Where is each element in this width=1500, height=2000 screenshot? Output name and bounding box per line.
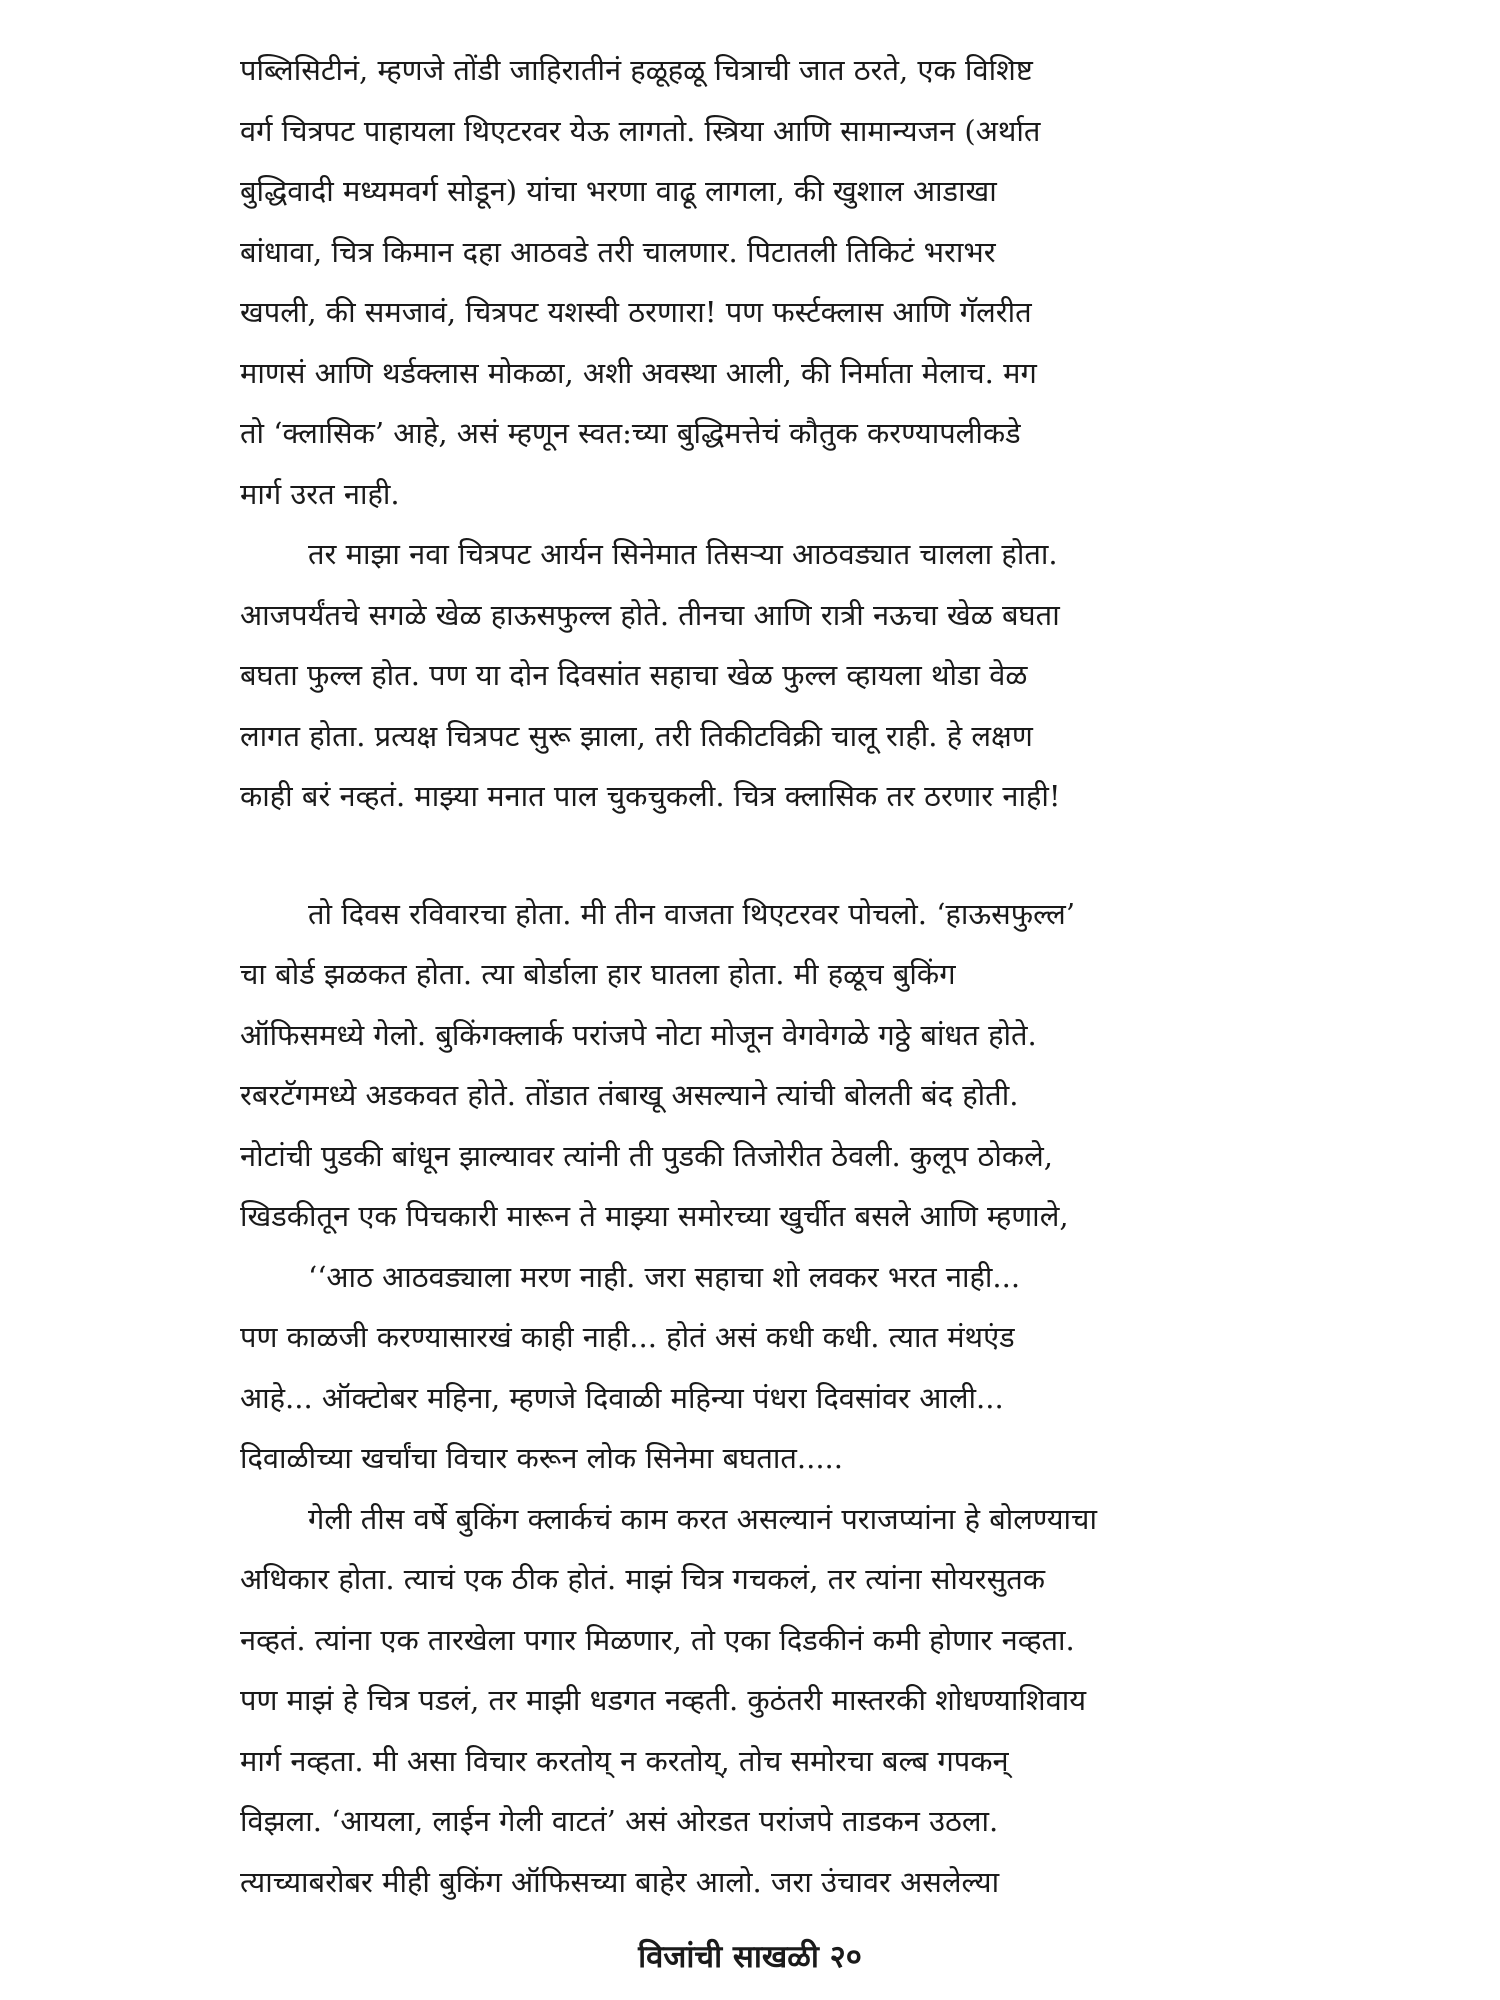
text-line: आजपर्यंतचे सगळे खेळ हाऊसफुल्ल होते. तीनचा आणि रात्री नऊचा खेळ बघता <box>240 597 1060 632</box>
page-footer-title: विजांची साखळी २० <box>638 1939 862 1975</box>
text-line: नोटांची पुडकी बांधून झाल्यावर त्यांनी ती पुडकी तिजोरीत ठेवली. कुलूप ठोकले, <box>240 1138 1054 1173</box>
text-line: अधिकार होता. त्याचं एक ठीक होतं. माझं चित्र गचकलं, तर त्यांना सोयरसुतक <box>240 1562 1046 1596</box>
text-line: दिवाळीच्या खर्चांचा विचार करून लोक सिनेमा बघतात..... <box>240 1441 843 1475</box>
text-line: मार्ग नव्हता. मी असा विचार करतोय् न करतोय्, तोच समोरचा बल्ब गपकन् <box>240 1743 1009 1778</box>
text-line: मार्ग उरत नाही. <box>240 476 400 511</box>
text-line: विझला. ‘आयला, लाईन गेली वाटतं’ असं ओरडत परांजपे ताडकन उठला. <box>240 1804 999 1838</box>
text-line: रबरटॅगमध्ये अडकवत होते. तोंडात तंबाखू असल्याने त्यांची बोलती बंद होती. <box>240 1078 1019 1112</box>
text-line: पण माझं हे चित्र पडलं, तर माझी धडगत नव्हती. कुठंतरी मास्तरकी शोधण्याशिवाय <box>240 1683 1087 1717</box>
text-line: पण काळजी करण्यासारखं काही नाही... होतं असं कधी कधी. त्यात मंथएंड <box>240 1320 1015 1354</box>
text-line: तर माझा नवा चित्रपट आर्यन सिनेमात तिसऱ्या आठवड्यात चालला होता. <box>308 537 1058 571</box>
text-line: खपली, की समजावं, चित्रपट यशस्वी ठरणारा! पण फर्स्टक्लास आणि गॅलरीत <box>240 295 1032 329</box>
text-line: माणसं आणि थर्डक्लास मोकळा, अशी अवस्था आली, की निर्माता मेलाच. मग <box>240 355 1037 390</box>
text-line: चा बोर्ड झळकत होता. त्या बोर्डाला हार घातला होता. मी हळूच बुकिंग <box>240 957 956 991</box>
text-line: खिडकीतून एक पिचकारी मारून ते माझ्या समोरच्या खुर्चीत बसले आणि म्हणाले, <box>240 1199 1069 1233</box>
text-line: तो दिवस रविवारचा होता. मी तीन वाजता थिएटरवर पोचलो. ‘हाऊसफुल्ल’ <box>308 896 1076 931</box>
text-line: लागत होता. प्रत्यक्ष चित्रपट सुरू झाला, तरी तिकीटविक्री चालू राही. हे लक्षण <box>240 718 1033 753</box>
text-line: नव्हतं. त्यांना एक तारखेला पगार मिळणार, तो एका दिडकीनं कमी होणार नव्हता. <box>240 1622 1075 1657</box>
text-line: त्याच्याबरोबर मीही बुकिंग ऑफिसच्या बाहेर आलो. जरा उंचावर असलेल्या <box>240 1864 1000 1899</box>
text-line: काही बरं नव्हतं. माझ्या मनात पाल चुकचुकली. चित्र क्लासिक तर ठरणार नाही! <box>240 779 1061 813</box>
text-line: गेली तीस वर्षे बुकिंग क्लार्कचं काम करत असल्यानं पराजप्यांना हे बोलण्याचा <box>308 1501 1097 1536</box>
text-line: पब्लिसिटीनं, म्हणजे तोंडी जाहिरातीनं हळूहळू चित्राची जात ठरते, एक विशिष्ट <box>240 53 1033 87</box>
text-line: बुद्धिवादी मध्यमवर्ग सोडून) यांचा भरणा वाढू लागला, की खुशाल आडाखा <box>240 174 997 208</box>
text-line: तो ‘क्लासिक’ आहे, असं म्हणून स्वत:च्या बुद्धिमत्तेचं कौतुक करण्यापलीकडे <box>240 416 1021 450</box>
text-line: बांधावा, चित्र किमान दहा आठवडे तरी चालणार. पिटातली तिकिटं भराभर <box>240 234 996 269</box>
text-line: वर्ग चित्रपट पाहायला थिएटरवर येऊ लागतो. स्त्रिया आणि सामान्यजन (अर्थात <box>240 113 1041 148</box>
text-line: बघता फुल्ल होत. पण या दोन दिवसांत सहाचा खेळ फुल्ल व्हायला थोडा वेळ <box>240 658 1028 692</box>
page-body-text <box>240 40 1280 1912</box>
text-line: ‘‘आठ आठवड्याला मरण नाही. जरा सहाचा शो लवकर भरत नाही... <box>308 1259 1021 1294</box>
text-line: आहे... ऑक्टोबर महिना, म्हणजे दिवाळी महिन्या पंधरा दिवसांवर आली... <box>240 1380 1004 1415</box>
text-line: ऑफिसमध्ये गेलो. बुकिंगक्लार्क परांजपे नोटा मोजून वेगवेगळे गठ्ठे बांधत होते. <box>240 1017 1037 1052</box>
